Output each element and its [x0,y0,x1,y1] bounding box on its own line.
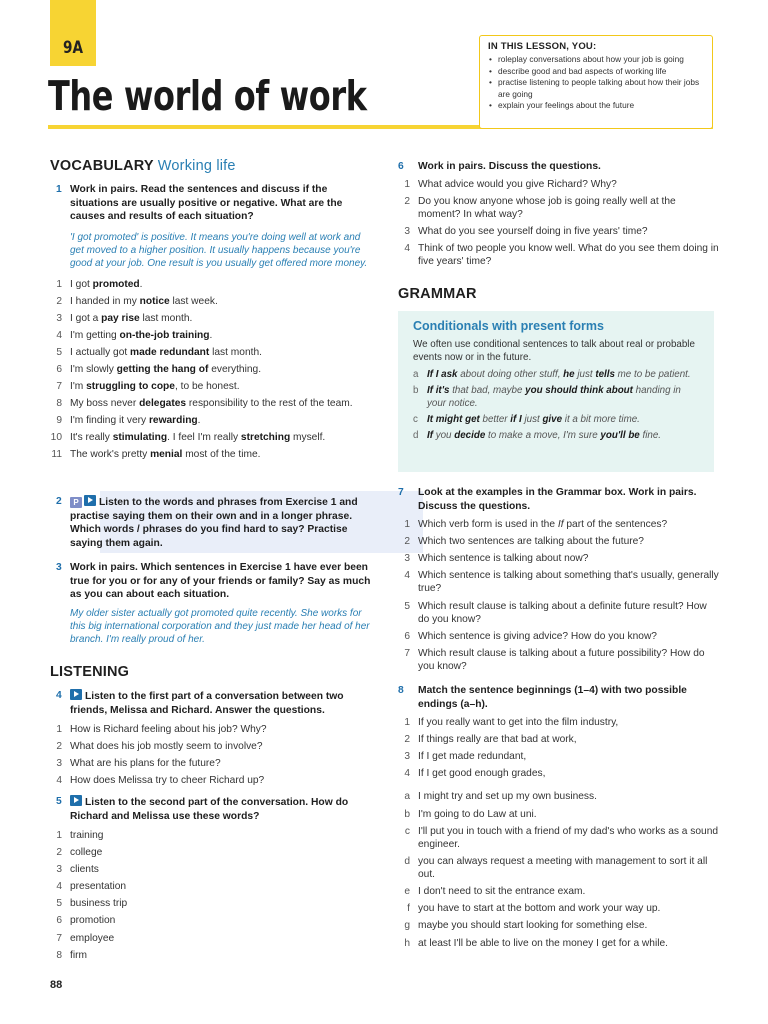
exercise-number: 8 [398,685,404,696]
item-text: I might try and set up my own business. [418,791,597,803]
highlighted-form: If I ask [427,369,458,380]
exercise-number: 3 [56,562,62,573]
item-text: I'm going to do Law at uni. [418,808,537,820]
exercise-3 [50,561,372,646]
item-text-part: Which result clause is talking about a future possibility? How do you know? [418,647,705,673]
exercise-2 [50,495,372,550]
list-item [50,880,372,893]
item-text [418,630,720,643]
play-audio-icon[interactable] [70,689,82,700]
item-text [70,431,372,444]
list-item [398,790,720,803]
list-item [50,723,372,736]
vocabulary-heading [50,158,236,174]
exercise-7 [398,486,720,677]
example-text [427,414,640,426]
item-text-part: responsibility to the rest of the team. [186,398,353,410]
item-text [70,295,372,308]
item-text: If I get good enough grades, [418,768,546,780]
list-item [398,569,720,595]
exercise-7-items [398,518,720,673]
item-text-part: . [197,415,201,427]
example-text-part: handing in your notice. [427,385,681,409]
exercise-instruction: Listen to the second part of the conversation. How do Richard and Melissa use these words? [70,797,349,822]
list-item [398,808,720,821]
grammar-box-title: Conditionals with present forms [413,319,604,333]
item-text-part: , to be honest. [174,381,240,393]
list-item [398,242,720,268]
list-item [398,647,720,673]
item-number: 10 [50,432,62,444]
example-text-part: better [479,413,511,425]
item-number: 7 [56,932,62,944]
item-text: If I get made redundant, [418,751,527,763]
list-item [50,295,372,308]
list-item [50,431,372,444]
item-text-part: The work's pretty [70,449,151,461]
exercise-number: 5 [56,796,62,807]
item-number: 8 [56,398,62,410]
example-text-part: to make a move, I'm sure [485,430,601,442]
item-number: 3 [404,751,410,763]
list-item [50,914,372,927]
exercise-number: 2 [56,496,62,507]
example-letter: d [413,430,419,442]
item-number: g [404,920,410,932]
list-item [50,397,372,410]
list-item: • roleplay conversations about how your job is going [488,54,704,66]
example-text-part: about doing other stuff, [457,369,564,380]
exercise-8-beginnings [398,716,720,780]
item-number: f [407,903,410,915]
highlighted-form: decide [454,430,486,442]
item-text: employee [70,932,115,944]
item-text-part: last month. [209,346,262,358]
item-text-part: I got a [70,312,102,324]
item-text-part: . I feel I'm really [167,432,241,444]
example-text-part: fine. [639,430,662,442]
key-phrase: menial [150,449,183,461]
key-phrase: pay rise [101,312,140,324]
list-item [50,774,372,787]
list-item [398,178,720,191]
highlighted-form: he [563,369,575,380]
list-item [398,716,720,729]
grammar-examples [413,369,700,442]
list-item [50,863,372,876]
key-phrase: promoted [92,278,140,290]
list-item [398,919,720,932]
list-item [50,932,372,945]
list-item [398,937,720,950]
exercise-number: 1 [56,184,62,195]
item-text: firm [70,949,87,961]
item-text: promotion [70,915,116,927]
item-text: you have to start at the bottom and work your way up. [418,903,661,915]
item-text-part: My boss never [70,398,140,410]
item-text: How is Richard feeling about his job? Why? [70,724,267,735]
item-text: clients [70,864,99,876]
list-item [50,829,372,842]
item-number: 7 [56,381,62,393]
list-item [398,733,720,746]
lesson-objectives-list [488,54,704,112]
item-number: 2 [56,741,62,753]
exercise-instruction: Look at the examples in the Grammar box. Work in pairs. Discuss the questions. [418,487,697,512]
vocabulary-heading-text: VOCABULARY [50,158,154,174]
item-text: What do you see yourself doing in five years' time? [418,225,648,237]
item-number: 3 [56,864,62,876]
exercise-6 [398,160,720,272]
highlighted-form: if I [510,413,522,425]
item-text-part: Which sentence is talking about now? [418,553,589,565]
exercise-number: 4 [56,690,62,701]
item-text [418,647,720,673]
list-item [398,825,720,851]
highlighted-form: If [427,430,433,442]
exercise-1 [50,183,372,466]
grammar-example [413,385,700,410]
list-item [398,535,720,548]
item-text-part: Which two sentences are talking about the future? [418,536,644,548]
highlighted-form: you should think about [525,385,633,397]
list-item: • explain your feelings about the future [488,100,704,112]
lesson-objectives-heading: IN THIS LESSON, YOU: [488,41,597,52]
highlighted-form: tells [595,369,615,380]
list-item [398,225,720,238]
item-text: you can always request a meeting with management to sort it all out. [418,855,708,881]
item-text [70,380,372,393]
list-item [50,414,372,427]
item-number: 5 [404,600,410,612]
list-item [50,448,372,461]
item-text: I don't need to sit the entrance exam. [418,886,586,898]
item-number: 6 [56,915,62,927]
list-item [398,767,720,780]
exercise-4 [50,689,372,791]
exercise-instruction: Listen to the first part of a conversation between two friends, Melissa and Richard. Answer the questions. [70,691,344,716]
example-text-part: that bad, maybe [449,385,526,397]
list-item [398,518,720,531]
list-item [398,855,720,881]
item-text-part: everything. [208,363,262,375]
exercise-instruction: Listen to the words and phrases from Exercise 1 and practise saying them on their own and in a longer phrase. Which words / phrases do you find hard to say? Practise saying them again. [70,497,358,549]
item-number: 2 [56,295,62,307]
key-phrase: notice [139,295,170,307]
list-item [50,380,372,393]
item-text [70,397,372,410]
exercise-number: 7 [398,487,404,498]
item-number: e [404,886,410,898]
item-text [418,600,720,626]
key-phrase: delegates [139,398,187,410]
highlighted-form: you'll be [600,430,640,442]
item-number: 3 [56,758,62,770]
list-item [50,949,372,962]
item-number: 2 [404,195,410,207]
item-text [70,329,372,342]
item-number: 3 [404,553,410,565]
list-item [398,552,720,565]
item-text [418,518,720,531]
example-letter: b [413,385,419,397]
item-number: 1 [56,830,62,841]
item-number: 5 [56,898,62,910]
exercise-8-endings [398,790,720,949]
item-text [70,346,372,359]
example-text [427,430,661,442]
item-text [70,312,372,325]
example-answer: 'I got promoted' is positive. It means you're doing well at work and get moved to a higher position. It usually happens because you're good at your job. One result is you usually get offered more money. [70,231,368,269]
item-number: 1 [56,278,62,290]
item-number: 5 [56,346,62,358]
item-text: at least I'll be able to live on the money I get for a while. [418,937,668,949]
item-text-part: Which verb form is used in the [418,519,558,530]
example-answer: My older sister actually got promoted quite recently. She works for this big international corporation and they just made her head of her branch. I'm really proud of her. [70,607,370,645]
item-text-part: Which sentence is giving advice? How do you know? [418,630,657,642]
list-item [50,897,372,910]
key-phrase: made redundant [130,346,210,358]
unit-label: 9A [63,38,83,58]
item-number: 2 [404,536,410,548]
example-letter: a [413,369,419,380]
item-text-part: most of the time. [182,449,261,461]
item-text: What advice would you give Richard? Why? [418,178,617,190]
item-text [70,414,372,427]
unit-underline [50,62,96,66]
grammar-example [413,430,700,442]
example-text-part: you [432,430,455,442]
item-number: 4 [56,775,62,787]
item-text: Think of two people you know well. What do you see them doing in five years' time? [418,242,719,268]
item-text: maybe you should start looking for something else. [418,920,648,932]
item-number: 8 [56,949,62,961]
list-item [398,195,720,221]
list-item [398,885,720,898]
item-text: What does his job mostly seem to involve? [70,741,263,753]
exercise-instruction: Work in pairs. Which sentences in Exercise 1 have ever been true for you or for any of your friends or family? Say as much as you can about each situation. [70,562,371,600]
item-text-part: myself. [290,432,326,444]
example-text-part: me to be patient. [614,369,691,380]
grammar-example [413,369,700,381]
item-text: What are his plans for the future? [70,758,221,770]
item-text-part: I'm getting [70,329,120,341]
list-item [50,363,372,376]
item-text-part: I handed in my [70,295,140,307]
example-text-part: it a bit more time. [562,413,640,425]
example-text [427,369,691,381]
item-text-part: last week. [169,295,218,307]
exercise-instruction: Work in pairs. Read the sentences and discuss if the situations are usually positive or negative. What are the causes and results of each situation? [70,184,343,222]
item-number: d [404,855,410,867]
exercise-6-items [398,178,720,269]
item-text-part: It's really [70,432,113,444]
item-number: 1 [404,519,410,530]
play-audio-icon[interactable] [84,495,96,506]
item-text: college [70,847,103,859]
grammar-example [413,414,700,426]
item-number: 9 [56,415,62,427]
list-item [50,312,372,325]
item-text: How does Melissa try to cheer Richard up? [70,775,265,787]
item-number: 3 [404,225,410,237]
item-text-part: I'm [70,381,87,393]
item-number: 6 [404,630,410,642]
item-number: 1 [56,724,62,735]
item-text-part: . [139,278,143,290]
item-text: If you really want to get into the film industry, [418,717,619,728]
item-text: training [70,830,104,841]
item-number: 1 [404,178,410,190]
item-text-part: . [209,329,213,341]
item-number: 6 [56,363,62,375]
item-number: 4 [56,329,62,341]
item-number: 11 [51,449,62,461]
list-item [50,757,372,770]
highlighted-form: give [542,413,563,425]
item-number: 4 [56,881,62,893]
example-text-part: just [574,369,596,380]
exercise-8 [398,684,720,954]
grammar-heading: GRAMMAR [398,286,477,302]
highlighted-form: If it's [427,385,450,397]
play-audio-icon[interactable] [70,795,82,806]
item-number: a [404,791,410,803]
item-text-part: last month. [139,312,193,324]
item-text-part: Which sentence is talking about something that's usually, generally true? [418,570,719,595]
key-phrase: struggling to cope [86,381,175,393]
item-text-part: I'm slowly [70,363,117,375]
item-number: 3 [56,312,62,324]
list-item: • practise listening to people talking about how their jobs are going [488,77,704,100]
item-text: Do you know anyone whose job is going really well at the moment? In what way? [418,195,676,220]
item-number: 4 [404,768,410,780]
example-text [427,385,700,410]
vocabulary-subheading: Working life [157,158,236,174]
item-text [418,535,720,548]
item-number: b [404,808,410,820]
item-text-part: I'm finding it very [70,415,149,427]
grammar-box-intro: We often use conditional sentences to talk about real or probable events now or in the future. [413,339,695,363]
item-text [70,448,372,461]
example-letter: c [413,413,418,425]
item-number: 7 [404,647,410,659]
item-number: 4 [404,570,410,582]
item-number: c [404,825,410,837]
item-number: 1 [404,717,410,728]
list-item: • describe good and bad aspects of working life [488,66,704,78]
item-text: If things really are that bad at work, [418,734,577,746]
grammar-box [398,311,714,472]
exercise-4-items [50,723,372,787]
exercise-1-items [50,278,372,462]
item-text [70,363,372,376]
key-phrase: stretching [240,432,291,444]
exercise-5-items [50,829,372,962]
list-item [50,346,372,359]
item-text-part: If [557,519,564,530]
item-text-part: I actually got [70,346,131,358]
exercise-instruction: Work in pairs. Discuss the questions. [418,161,601,172]
item-text: presentation [70,881,127,893]
item-text-part: I got [70,278,93,290]
pronunciation-icon[interactable]: P [70,497,82,508]
item-text: business trip [70,898,128,910]
item-text-part: Which result clause is talking about a definite future result? How do you know? [418,600,707,625]
item-text [70,278,372,291]
page-title: The world of work [48,72,367,120]
list-item [398,630,720,643]
key-phrase: rewarding [148,415,198,427]
highlighted-form: It might get [427,413,480,425]
list-item [398,600,720,626]
item-number: 4 [404,242,410,254]
key-phrase: getting the hang of [116,363,209,375]
item-number: 2 [404,734,410,746]
item-text: I'll put you in touch with a friend of my dad's who works as a sound engineer. [418,825,719,850]
listening-heading: LISTENING [50,664,130,680]
exercise-5 [50,795,372,966]
key-phrase: stimulating [112,432,168,444]
example-text-part: just [521,413,543,425]
item-number: 2 [56,847,62,859]
list-item [50,329,372,342]
exercise-number: 6 [398,161,404,172]
list-item [398,750,720,763]
exercise-instruction: Match the sentence beginnings (1–4) with two possible endings (a–h). [418,685,687,710]
list-item [398,902,720,915]
item-text [418,569,720,595]
item-number: h [404,937,410,949]
item-text-part: part of the sentences? [563,519,668,530]
page-number: 88 [50,979,63,991]
key-phrase: on-the-job training [119,329,210,341]
list-item [50,740,372,753]
item-text [418,552,720,565]
list-item [50,846,372,859]
list-item [50,278,372,291]
lesson-objectives-box [479,35,713,129]
